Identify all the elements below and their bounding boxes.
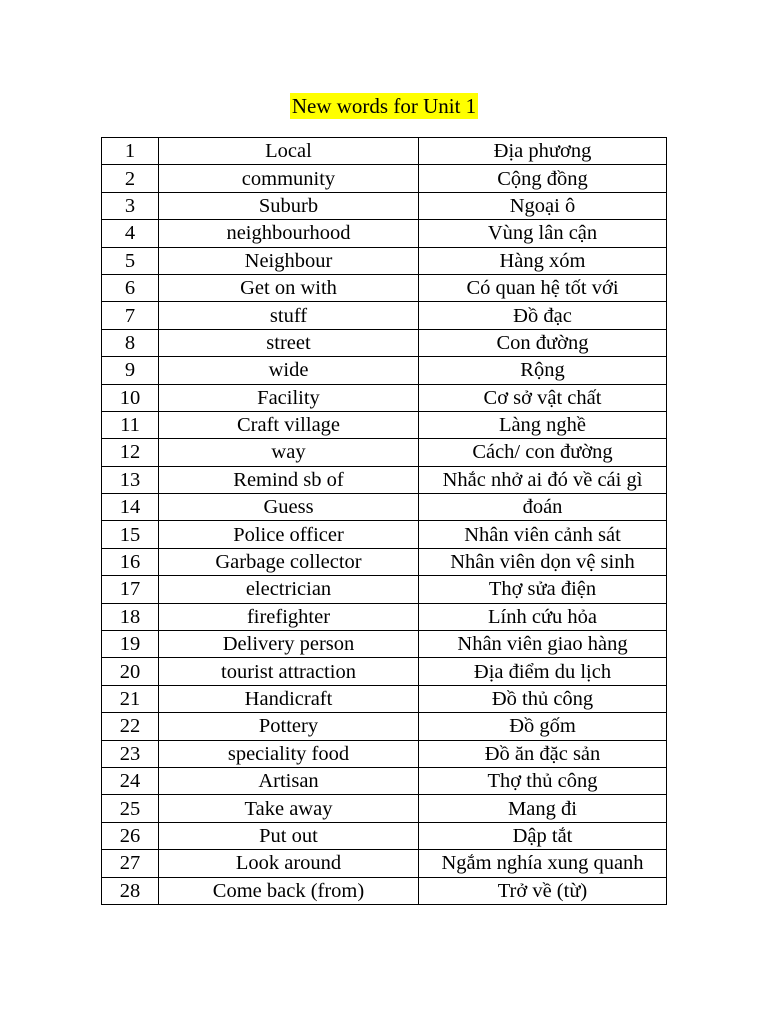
english-word-cell: wide: [159, 357, 419, 384]
row-number-cell: 23: [102, 740, 159, 767]
vietnamese-meaning-cell: Ngắm nghía xung quanh: [419, 850, 667, 877]
english-word-cell: way: [159, 439, 419, 466]
row-number-cell: 1: [102, 138, 159, 165]
vietnamese-meaning-cell: Trở về (từ): [419, 877, 667, 904]
table-row: [102, 302, 667, 329]
english-word-cell: Remind sb of: [159, 466, 419, 493]
table-row: [102, 822, 667, 849]
vietnamese-meaning-cell: Vùng lân cận: [419, 220, 667, 247]
row-number-cell: 11: [102, 411, 159, 438]
vietnamese-meaning-cell: Dập tắt: [419, 822, 667, 849]
english-word-cell: Suburb: [159, 192, 419, 219]
vietnamese-meaning-cell: Địa điểm du lịch: [419, 658, 667, 685]
english-word-cell: Come back (from): [159, 877, 419, 904]
row-number-cell: 5: [102, 247, 159, 274]
row-number-cell: 2: [102, 165, 159, 192]
english-word-cell: Facility: [159, 384, 419, 411]
row-number-cell: 24: [102, 767, 159, 794]
page-title: New words for Unit 1: [291, 94, 477, 118]
table-row: [102, 329, 667, 356]
table-row: [102, 850, 667, 877]
english-word-cell: Local: [159, 138, 419, 165]
row-number-cell: 26: [102, 822, 159, 849]
row-number-cell: 3: [102, 192, 159, 219]
vietnamese-meaning-cell: Làng nghề: [419, 411, 667, 438]
english-word-cell: firefighter: [159, 603, 419, 630]
english-word-cell: Artisan: [159, 767, 419, 794]
vietnamese-meaning-cell: Cách/ con đường: [419, 439, 667, 466]
table-row: [102, 576, 667, 603]
table-row: [102, 220, 667, 247]
row-number-cell: 17: [102, 576, 159, 603]
table-row: [102, 877, 667, 904]
table-row: [102, 274, 667, 301]
vietnamese-meaning-cell: Cơ sở vật chất: [419, 384, 667, 411]
english-word-cell: neighbourhood: [159, 220, 419, 247]
english-word-cell: tourist attraction: [159, 658, 419, 685]
vietnamese-meaning-cell: Cộng đồng: [419, 165, 667, 192]
vietnamese-meaning-cell: Có quan hệ tốt với: [419, 274, 667, 301]
row-number-cell: 9: [102, 357, 159, 384]
english-word-cell: Craft village: [159, 411, 419, 438]
table-row: [102, 795, 667, 822]
english-word-cell: Neighbour: [159, 247, 419, 274]
table-row: [102, 411, 667, 438]
row-number-cell: 15: [102, 521, 159, 548]
table-row: [102, 685, 667, 712]
english-word-cell: Guess: [159, 494, 419, 521]
english-word-cell: Delivery person: [159, 631, 419, 658]
table-row: [102, 357, 667, 384]
table-row: [102, 138, 667, 165]
vietnamese-meaning-cell: Lính cứu hỏa: [419, 603, 667, 630]
table-row: [102, 439, 667, 466]
english-word-cell: street: [159, 329, 419, 356]
vietnamese-meaning-cell: Nhân viên dọn vệ sinh: [419, 548, 667, 575]
table-row: [102, 165, 667, 192]
vietnamese-meaning-cell: Nhắc nhở ai đó về cái gì: [419, 466, 667, 493]
table-row: [102, 548, 667, 575]
vietnamese-meaning-cell: Đồ gốm: [419, 713, 667, 740]
table-row: [102, 767, 667, 794]
row-number-cell: 16: [102, 548, 159, 575]
row-number-cell: 27: [102, 850, 159, 877]
title-wrapper: [0, 93, 768, 119]
vietnamese-meaning-cell: Địa phương: [419, 138, 667, 165]
row-number-cell: 20: [102, 658, 159, 685]
table-row: [102, 603, 667, 630]
english-word-cell: Garbage collector: [159, 548, 419, 575]
vietnamese-meaning-cell: Thợ sửa điện: [419, 576, 667, 603]
vietnamese-meaning-cell: Nhân viên cảnh sát: [419, 521, 667, 548]
vietnamese-meaning-cell: Hàng xóm: [419, 247, 667, 274]
vietnamese-meaning-cell: Đồ thủ công: [419, 685, 667, 712]
english-word-cell: Get on with: [159, 274, 419, 301]
english-word-cell: Look around: [159, 850, 419, 877]
table-row: [102, 384, 667, 411]
vietnamese-meaning-cell: đoán: [419, 494, 667, 521]
vietnamese-meaning-cell: Nhân viên giao hàng: [419, 631, 667, 658]
table-row: [102, 494, 667, 521]
vocabulary-table-body: [102, 138, 667, 905]
row-number-cell: 25: [102, 795, 159, 822]
row-number-cell: 6: [102, 274, 159, 301]
vocabulary-table: [101, 137, 667, 905]
vietnamese-meaning-cell: Đồ đạc: [419, 302, 667, 329]
row-number-cell: 19: [102, 631, 159, 658]
english-word-cell: Pottery: [159, 713, 419, 740]
row-number-cell: 10: [102, 384, 159, 411]
table-row: [102, 740, 667, 767]
row-number-cell: 8: [102, 329, 159, 356]
row-number-cell: 14: [102, 494, 159, 521]
vietnamese-meaning-cell: Thợ thủ công: [419, 767, 667, 794]
row-number-cell: 7: [102, 302, 159, 329]
english-word-cell: Handicraft: [159, 685, 419, 712]
row-number-cell: 21: [102, 685, 159, 712]
vietnamese-meaning-cell: Đồ ăn đặc sản: [419, 740, 667, 767]
english-word-cell: stuff: [159, 302, 419, 329]
table-row: [102, 247, 667, 274]
english-word-cell: Police officer: [159, 521, 419, 548]
table-row: [102, 631, 667, 658]
row-number-cell: 22: [102, 713, 159, 740]
vietnamese-meaning-cell: Mang đi: [419, 795, 667, 822]
vietnamese-meaning-cell: Con đường: [419, 329, 667, 356]
english-word-cell: Take away: [159, 795, 419, 822]
row-number-cell: 28: [102, 877, 159, 904]
table-row: [102, 192, 667, 219]
row-number-cell: 18: [102, 603, 159, 630]
vietnamese-meaning-cell: Ngoại ô: [419, 192, 667, 219]
table-row: [102, 713, 667, 740]
table-row: [102, 658, 667, 685]
row-number-cell: 13: [102, 466, 159, 493]
vietnamese-meaning-cell: Rộng: [419, 357, 667, 384]
english-word-cell: speciality food: [159, 740, 419, 767]
english-word-cell: Put out: [159, 822, 419, 849]
row-number-cell: 12: [102, 439, 159, 466]
table-row: [102, 466, 667, 493]
english-word-cell: electrician: [159, 576, 419, 603]
table-row: [102, 521, 667, 548]
row-number-cell: 4: [102, 220, 159, 247]
english-word-cell: community: [159, 165, 419, 192]
